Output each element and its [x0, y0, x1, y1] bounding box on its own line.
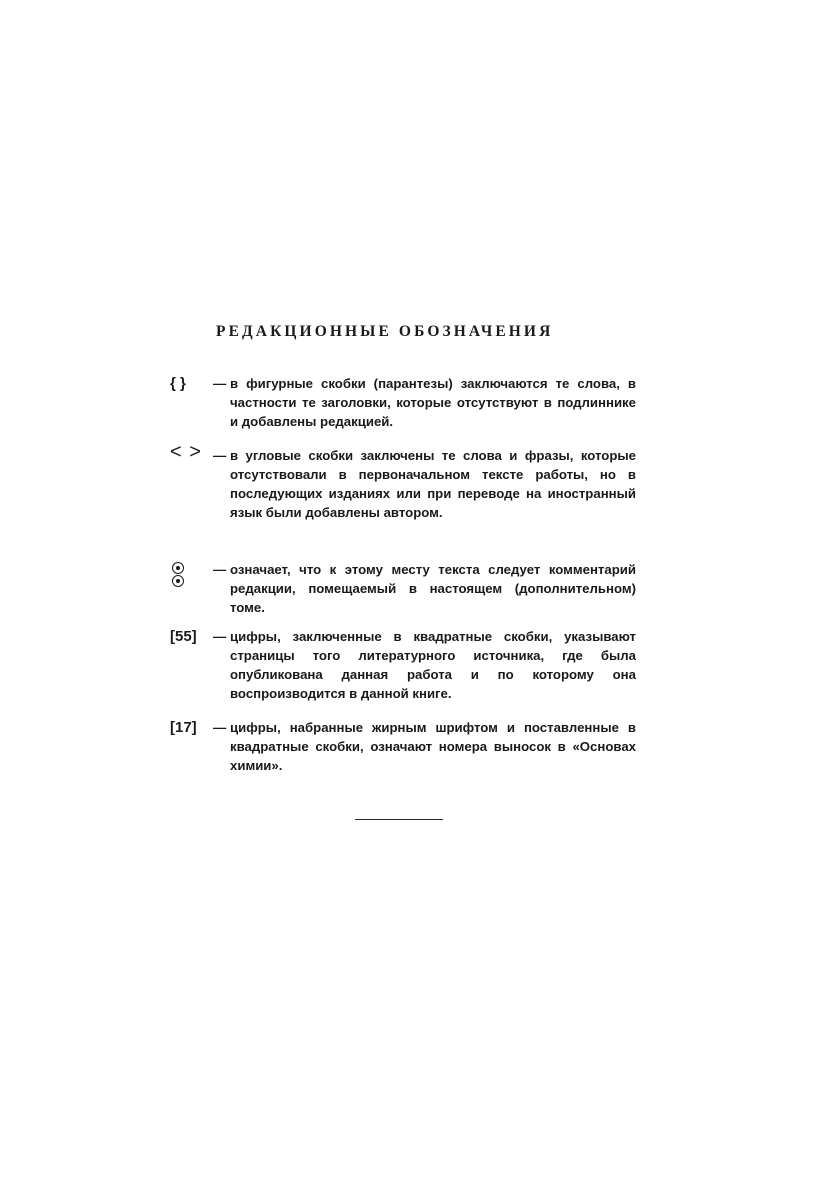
legend-entry-description — [213, 718, 636, 775]
double-circle-icon — [172, 562, 184, 588]
em-dash: — — [213, 448, 227, 463]
circle-dot-icon — [172, 562, 184, 574]
bold-square-brackets-symbol: [17] — [170, 719, 197, 736]
em-dash: — — [213, 720, 227, 735]
angle-brackets-symbol: < > — [170, 441, 202, 463]
end-rule-divider — [355, 819, 443, 820]
curly-braces-symbol: { } — [170, 375, 186, 392]
description-text: в фигурные скобки (парантезы) заключаются те слова, в частности те заголовки, которые отсутствуют в подлиннике и добавлены редакцией. — [230, 376, 636, 429]
em-dash: — — [213, 629, 227, 644]
description-text: цифры, набранные жирным шрифтом и поставленные в квадратные скобки, означают номера выносок в «Основах химии». — [230, 720, 636, 773]
description-text: означает, что к этому месту текста следует комментарий редакции, помещаемый в настоящем (дополнительном) томе. — [230, 562, 636, 615]
description-text: в угловые скобки заключены те слова и фразы, которые отсутствовали в первоначальном тексте работы, но в последующих изданиях или при переводе на иностранный язык были добавлены автором. — [230, 448, 636, 520]
description-text: цифры, заключенные в квадратные скобки, указывают страницы того литературного источника, где была опубликована данная работа и по которому она воспроизводится в данной книге. — [230, 629, 636, 701]
legend-entry-description — [213, 627, 636, 703]
legend-entry-description — [213, 374, 636, 431]
square-brackets-symbol: [55] — [170, 628, 197, 645]
legend-entry-description — [213, 446, 636, 522]
legend-entry-description — [213, 560, 636, 617]
em-dash: — — [213, 562, 227, 577]
page-title: РЕДАКЦИОННЫЕ ОБОЗНАЧЕНИЯ — [216, 323, 554, 340]
em-dash: — — [213, 376, 227, 391]
circle-dot-icon — [172, 575, 184, 587]
